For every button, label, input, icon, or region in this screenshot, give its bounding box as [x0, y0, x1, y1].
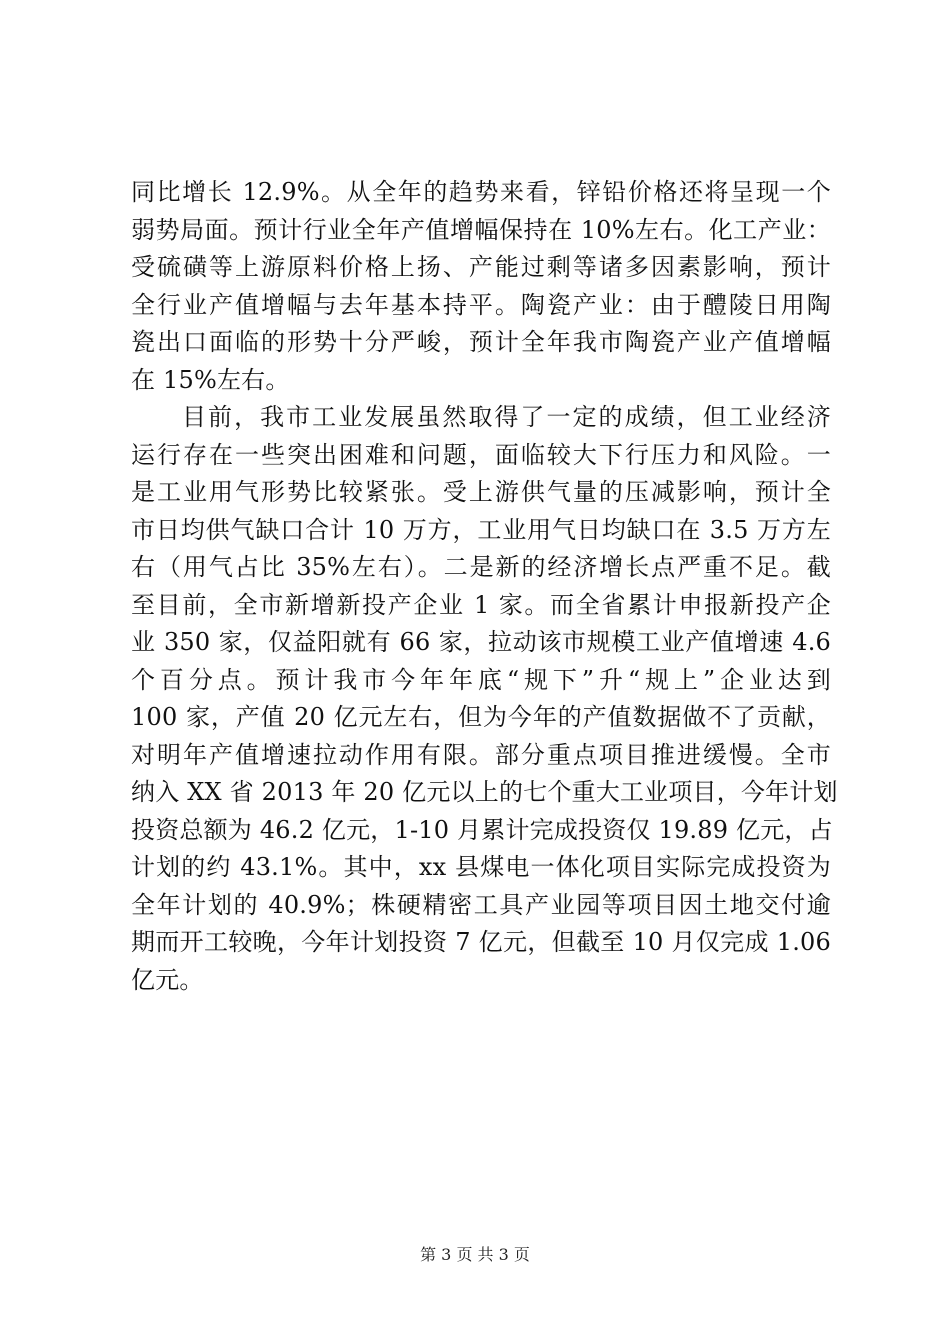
text-line: 全年计划的 40.9%；株硬精密工具产业园等项目因土地交付逾 [131, 890, 831, 919]
text-line: 业 350 家，仅益阳就有 66 家，拉动该市规模工业产值增速 4.6 [131, 628, 831, 656]
text-line: 弱势局面。预计行业全年产值增幅保持在 10%左右。化工产业： [131, 215, 831, 244]
text-line: 个百分点。预计我市今年年底“规下”升“规上”企业达到 [131, 665, 831, 694]
text-line: 是工业用气形势比较紧张。受上游供气量的压减影响，预计全 [131, 478, 831, 506]
text-line: 期而开工较晚，今年计划投资 7 亿元，但截至 10 月仅完成 1.06 [131, 928, 831, 956]
text-line: 计划的约 43.1%。其中，xx 县煤电一体化项目实际完成投资为 [131, 853, 831, 881]
text-line: 右（用气占比 35%左右）。二是新的经济增长点严重不足。截 [131, 553, 831, 581]
body-text [131, 174, 838, 999]
text-line: 纳入 XX 省 2013 年 20 亿元以上的七个重大工业项目，今年计划 [131, 778, 838, 806]
page-footer [0, 1245, 950, 1265]
text-line: 亿元。 [131, 965, 204, 994]
text-line: 投资总额为 46.2 亿元，1-10 月累计完成投资仅 19.89 亿元，占 [131, 815, 833, 844]
text-line: 同比增长 12.9%。从全年的趋势来看，锌铅价格还将呈现一个 [131, 178, 831, 206]
text-line: 全行业产值增幅与去年基本持平。陶瓷产业：由于醴陵日用陶 [131, 290, 831, 319]
text-line: 100 家，产值 20 亿元左右，但为今年的产值数据做不了贡献， [131, 703, 831, 731]
text-line: 至目前，全市新增新投产企业 1 家。而全省累计申报新投产企 [131, 590, 831, 619]
text-line: 市日均供气缺口合计 10 万方，工业用气日均缺口在 3.5 万方左 [131, 515, 831, 544]
page-number-label: 第 3 页 共 3 页 [420, 1245, 530, 1264]
text-line: 瓷出口面临的形势十分严峻，预计全年我市陶瓷产业产值增幅 [131, 328, 831, 356]
paragraph-first-line: 目前，我市工业发展虽然取得了一定的成绩，但工业经济 [182, 403, 831, 431]
text-line: 对明年产值增速拉动作用有限。部分重点项目推进缓慢。全市 [131, 740, 831, 769]
text-line: 运行存在一些突出困难和问题，面临较大下行压力和风险。一 [131, 440, 831, 469]
text-line: 受硫磺等上游原料价格上扬、产能过剩等诸多因素影响，预计 [131, 253, 831, 281]
text-line: 在 15%左右。 [131, 365, 290, 394]
